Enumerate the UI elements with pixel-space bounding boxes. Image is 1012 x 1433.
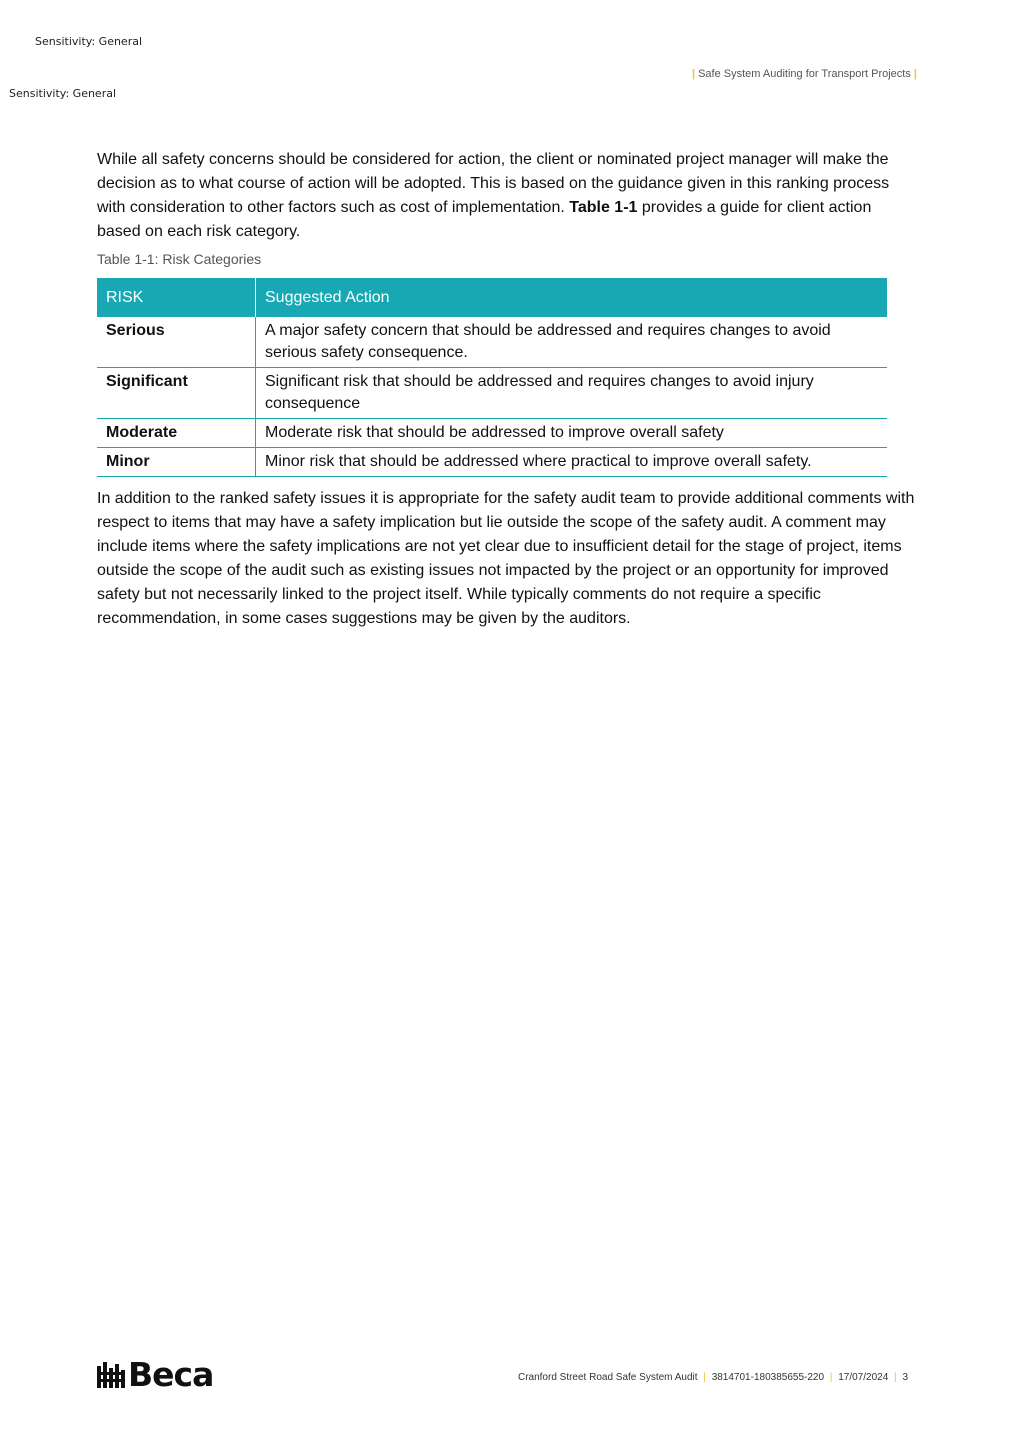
- risk-cell: Significant: [97, 368, 256, 419]
- footer-date: 17/07/2024: [838, 1372, 889, 1383]
- column-header-suggested-action: Suggested Action: [256, 278, 888, 317]
- beca-logo: [97, 1355, 214, 1394]
- column-header-risk: RISK: [97, 278, 256, 317]
- footer-document-title: Cranford Street Road Safe System Audit: [517, 1372, 698, 1383]
- table-row: [97, 419, 887, 448]
- footer-divider: |: [894, 1372, 897, 1383]
- intro-text: While all safety concerns should be considered for action, the client or nominated project manager will make the decision as to what course of action will be adopted. This is based on the guidance given in this ranking process with consideration to other factors such as cost of implementation.: [97, 151, 890, 216]
- risk-categories-table: [97, 278, 887, 477]
- table-caption: Table 1-1: Risk Categories: [97, 251, 262, 267]
- table-reference: Table 1-1: [569, 199, 638, 216]
- intro-text-end: provides a guide for client action based on each risk category.: [97, 199, 872, 240]
- header-divider: |: [913, 68, 917, 80]
- beca-logo-mark-icon: [97, 1362, 125, 1388]
- action-cell: A major safety concern that should be addressed and requires changes to avoid serious safety consequence.: [256, 317, 888, 368]
- beca-logo-text: Beca: [128, 1355, 214, 1394]
- risk-cell: Serious: [97, 317, 256, 368]
- table-row: [97, 448, 887, 477]
- page-footer: [518, 1372, 908, 1383]
- action-cell: Moderate risk that should be addressed to improve overall safety: [256, 419, 888, 448]
- action-cell: Significant risk that should be addressed and requires changes to avoid injury consequence: [256, 368, 888, 419]
- running-header: [692, 68, 917, 80]
- sensitivity-label-second: Sensitivity: General: [9, 87, 117, 100]
- risk-cell: Moderate: [97, 419, 256, 448]
- action-cell: Minor risk that should be addressed where practical to improve overall safety.: [256, 448, 888, 477]
- header-title: Safe System Auditing for Transport Projects: [698, 68, 911, 80]
- footer-divider: |: [703, 1372, 706, 1383]
- risk-cell: Minor: [97, 448, 256, 477]
- header-divider: |: [691, 68, 696, 80]
- table-header-row: [97, 278, 887, 317]
- footer-document-number: 3814701-180385655-220: [711, 1372, 825, 1383]
- footer-divider: |: [829, 1372, 833, 1383]
- intro-paragraph: [97, 148, 917, 244]
- footer-page-number: 3: [902, 1372, 908, 1383]
- closing-paragraph: In addition to the ranked safety issues it is appropriate for the safety audit team to provide additional comments with respect to items that may have a safety implication but lie outside the scope of the safety audit. A comment may include items where the safety implications are not yet clear due to insufficient detail for the stage of project, items outside the scope of the audit such as existing issues not impacted by the project or an opportunity for improved safety but not necessarily linked to the project itself. While typically comments do not require a specific recommendation, in some cases suggestions may be given by the auditors.: [97, 490, 915, 627]
- sensitivity-label-top: Sensitivity: General: [35, 35, 143, 48]
- table-row: [97, 368, 887, 419]
- table-row: [97, 317, 887, 368]
